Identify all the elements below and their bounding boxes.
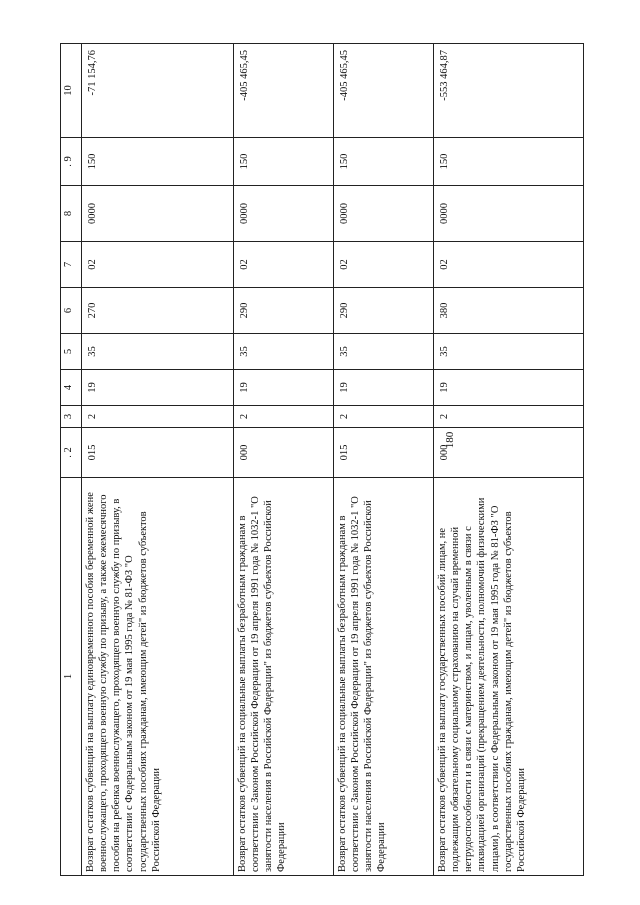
- cell-admin-code: 015: [82, 428, 234, 478]
- cell-c3: 2: [234, 406, 334, 428]
- cell-c9: 150: [434, 138, 584, 186]
- cell-c8: 0000: [434, 186, 584, 242]
- cell-c7: 02: [334, 242, 434, 288]
- table-row: [334, 44, 434, 876]
- header-row: [61, 44, 82, 876]
- cell-c6: 270: [82, 288, 234, 334]
- col-header-1: 1: [61, 478, 82, 876]
- cell-c8: 0000: [234, 186, 334, 242]
- cell-amount: -405 465,45: [334, 44, 434, 138]
- table-row: [82, 44, 234, 876]
- col-header-10: 10: [61, 44, 82, 138]
- cell-amount: -405 465,45: [234, 44, 334, 138]
- row-description: Возврат остатков субвенций на выплату государственных пособий лицам, не подлежащим обязательному социальному страхованию на случай временной нетрудоспособности и в связи с материнством, и лицам, уволенным в связи с ликвидацией организаций (прекращением деятельности, полномочий физическими лицами), в соответствии с Федеральным законом от 19 мая 1995 года № 81-ФЗ "О государственных пособиях гражданам, имеющим детей" из бюджетов субъектов Российской Федерации: [434, 478, 584, 876]
- cell-c8: 0000: [82, 186, 234, 242]
- cell-c9: 150: [234, 138, 334, 186]
- cell-c4: 19: [82, 370, 234, 406]
- table-row: [434, 44, 584, 876]
- cell-admin-code: 000: [434, 428, 584, 478]
- row-description: Возврат остатков субвенций на социальные выплаты безработным гражданам в соответствии с Законом Российской Федерации от 19 апреля 1991 года № 1032-1 "О занятости населения в Российской Федерации" из бюджетов субъектов Российской Федерации: [334, 478, 434, 876]
- rotated-table-page: [60, 44, 584, 876]
- cell-admin-code: 000: [234, 428, 334, 478]
- cell-c9: 150: [334, 138, 434, 186]
- cell-c4: 19: [334, 370, 434, 406]
- cell-c8: 0000: [334, 186, 434, 242]
- cell-admin-code: 015: [334, 428, 434, 478]
- col-header-2: . 2: [61, 428, 82, 478]
- cell-c4: 19: [234, 370, 334, 406]
- cell-c4: 19: [434, 370, 584, 406]
- col-header-9: . 9: [61, 138, 82, 186]
- table-row: [234, 44, 334, 876]
- col-header-7: 7: [61, 242, 82, 288]
- col-header-6: 6: [61, 288, 82, 334]
- cell-c9: 150: [82, 138, 234, 186]
- cell-c3: 2: [434, 406, 584, 428]
- cell-c7: 02: [82, 242, 234, 288]
- cell-c5: 35: [234, 334, 334, 370]
- cell-amount: -71 154,76: [82, 44, 234, 138]
- cell-c5: 35: [434, 334, 584, 370]
- cell-c6: 290: [234, 288, 334, 334]
- col-header-8: 8: [61, 186, 82, 242]
- col-header-3: 3: [61, 406, 82, 428]
- cell-c3: 2: [82, 406, 234, 428]
- cell-c3: 2: [334, 406, 434, 428]
- budget-table: [60, 43, 584, 876]
- cell-c7: 02: [234, 242, 334, 288]
- page-number: 180: [444, 431, 456, 449]
- col-header-5: 5: [61, 334, 82, 370]
- cell-amount: -553 464,87: [434, 44, 584, 138]
- col-header-4: 4: [61, 370, 82, 406]
- cell-c6: 290: [334, 288, 434, 334]
- row-description: Возврат остатков субвенций на социальные выплаты безработным гражданам в соответствии с Законом Российской Федерации от 19 апреля 1991 года № 1032-1 "О занятости населения в Российской Федерации" из бюджетов субъектов Российской Федерации: [234, 478, 334, 876]
- cell-c6: 380: [434, 288, 584, 334]
- cell-c5: 35: [334, 334, 434, 370]
- cell-c7: 02: [434, 242, 584, 288]
- row-description: Возврат остатков субвенций на выплату единовременного пособия беременной жене военнослужащего, проходящего военную службу по призыву, а также ежемесячного пособия на ребенка военнослужащего, проходящего военную службу по призыву, в соответствии с Федеральным законом от 19 мая 1995 года № 81-ФЗ "О государственных пособиях гражданам, имеющим детей" из бюджетов субъектов Российской Федерации: [82, 478, 234, 876]
- cell-c5: 35: [82, 334, 234, 370]
